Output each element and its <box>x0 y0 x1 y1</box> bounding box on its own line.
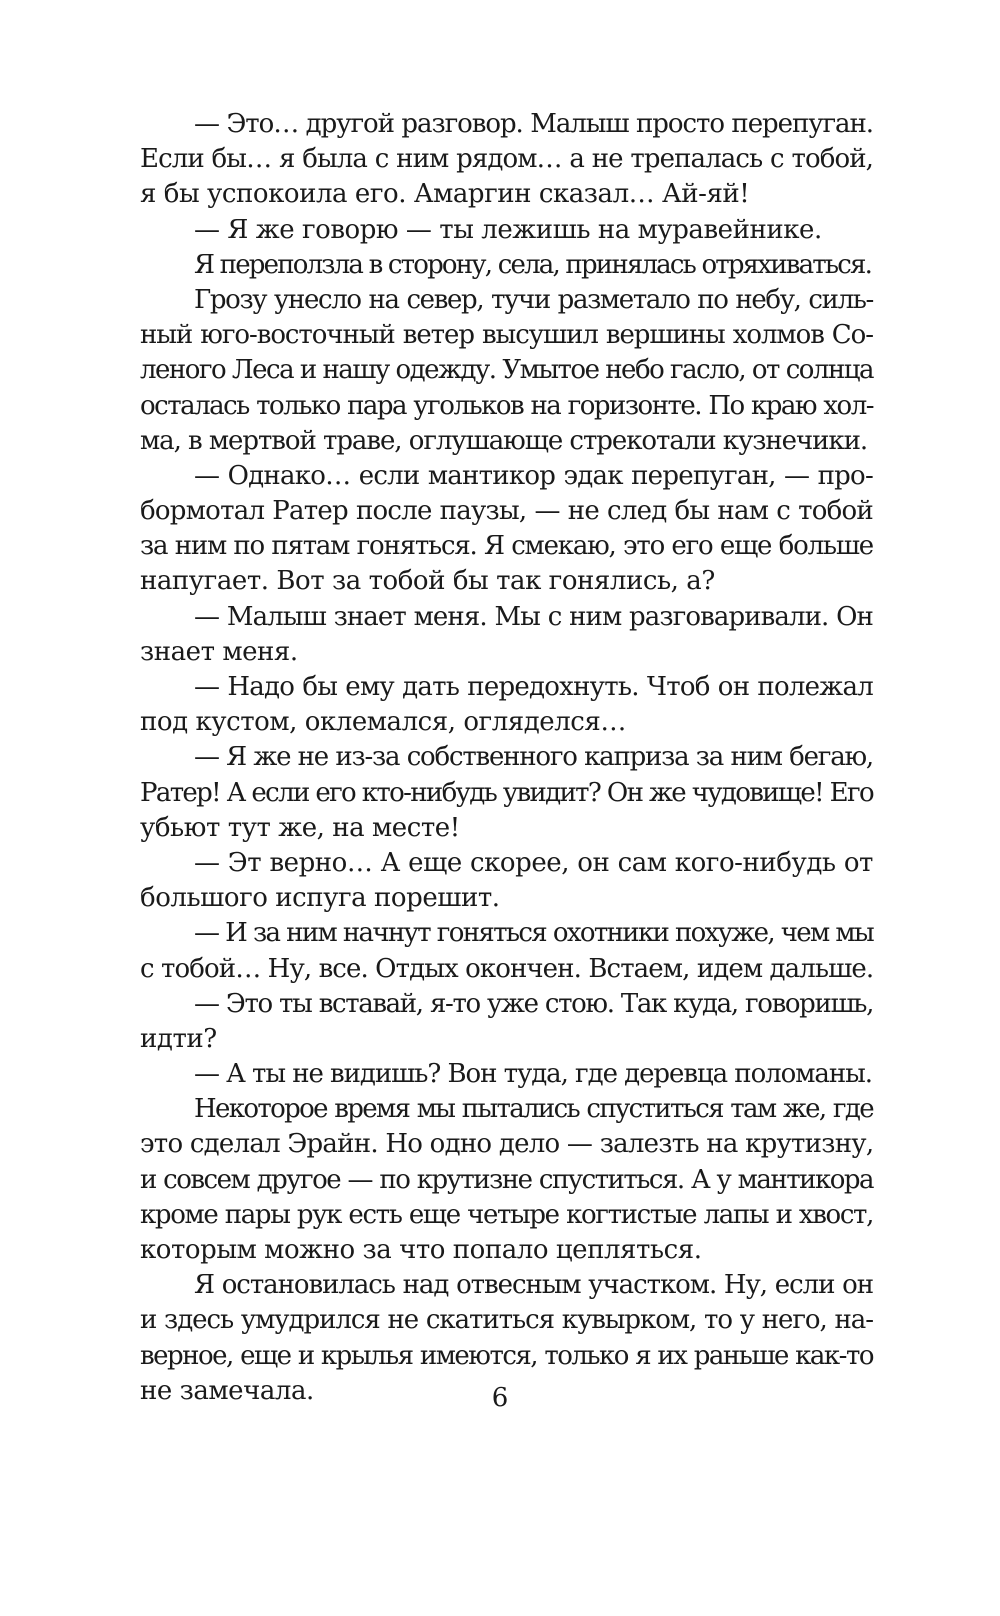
text-line: Я остановилась над отвесным участком. Ну, если он <box>194 1270 873 1301</box>
text-line: ный юго-восточный ветер высушил вершины холмов Со- <box>140 320 873 351</box>
text-line: — И за ним начнут гоняться охотники похуже, чем мы <box>194 918 873 949</box>
text-line: убьют тут же, на месте! <box>140 812 460 843</box>
page-body-text <box>140 107 873 1409</box>
text-line: знает меня. <box>140 636 298 667</box>
text-line: верное, еще и крылья имеются, только я их раньше как-то <box>140 1340 873 1371</box>
text-line: которым можно за что попало цепляться. <box>140 1235 702 1265</box>
text-line: — Это ты вставай, я-то уже стою. Так куда, говоришь, <box>194 988 873 1019</box>
text-line: — Малыш знает меня. Мы с ним разговаривали. Он <box>194 601 873 632</box>
text-line: под кустом, оклемался, огляделся… <box>140 707 626 738</box>
text-line: — Эт верно… А еще скорее, он сам кого-нибудь от <box>194 847 873 878</box>
text-line: Я переползла в сторону, села, принялась отряхиваться. <box>194 249 872 280</box>
text-line: и здесь умудрился не скатиться кувырком, то у него, на- <box>140 1305 873 1336</box>
page-number: 6 <box>491 1383 509 1413</box>
text-line: кроме пары рук есть еще четыре когтистые лапы и хвост, <box>140 1199 873 1230</box>
text-line: Грозу унесло на север, тучи разметало по небу, силь- <box>194 284 873 315</box>
text-line: — Я же говорю — ты лежишь на муравейнике. <box>194 214 822 245</box>
text-line: — Надо бы ему дать передохнуть. Чтоб он полежал <box>194 672 873 702</box>
text-line: напугает. Вот за тобой бы так гонялись, а? <box>140 566 715 597</box>
text-line: осталась только пара угольков на горизонте. По краю хол- <box>140 390 873 421</box>
text-line: это сделал Эрайн. Но одно дело — залезть на крутизну, <box>140 1129 874 1160</box>
text-line: — Однако… если мантикор эдак перепуган, — про- <box>194 460 873 491</box>
text-line: Ратер! А если его кто-нибудь увидит? Он же чудовище! Его <box>140 777 873 808</box>
text-line: ма, в мертвой траве, оглушающе стрекотали кузнечики. <box>140 425 868 456</box>
text-line: и совсем другое — по крутизне спуститься. А у мантикора <box>140 1164 873 1195</box>
text-line: — Я же не из-за собственного каприза за ним бегаю, <box>194 742 873 773</box>
text-line: — А ты не видишь? Вон туда, где деревца поломаны. <box>194 1059 872 1090</box>
text-line: с тобой… Ну, все. Отдых окончен. Встаем, идем дальше. <box>140 953 874 984</box>
text-line: леного Леса и нашу одежду. Умытое небо гасло, от солнца <box>140 355 873 386</box>
text-line: бормотал Ратер после паузы, — не след бы нам с тобой <box>140 496 873 527</box>
text-line: Если бы… я была с ним рядом… а не трепалась с тобой, <box>140 144 873 175</box>
text-line: Некоторое время мы пытались спуститься там же, где <box>194 1094 873 1125</box>
text-line: большого испуга порешит. <box>140 883 500 914</box>
text-line: идти? <box>140 1023 217 1054</box>
text-line: я бы успокоила его. Амаргин сказал… Ай-яй! <box>140 179 750 210</box>
text-line: не замечала. <box>140 1375 314 1406</box>
text-line: — Это… другой разговор. Малыш просто перепуган. <box>194 109 873 139</box>
text-line: за ним по пятам гоняться. Я смекаю, это его еще больше <box>140 531 873 562</box>
